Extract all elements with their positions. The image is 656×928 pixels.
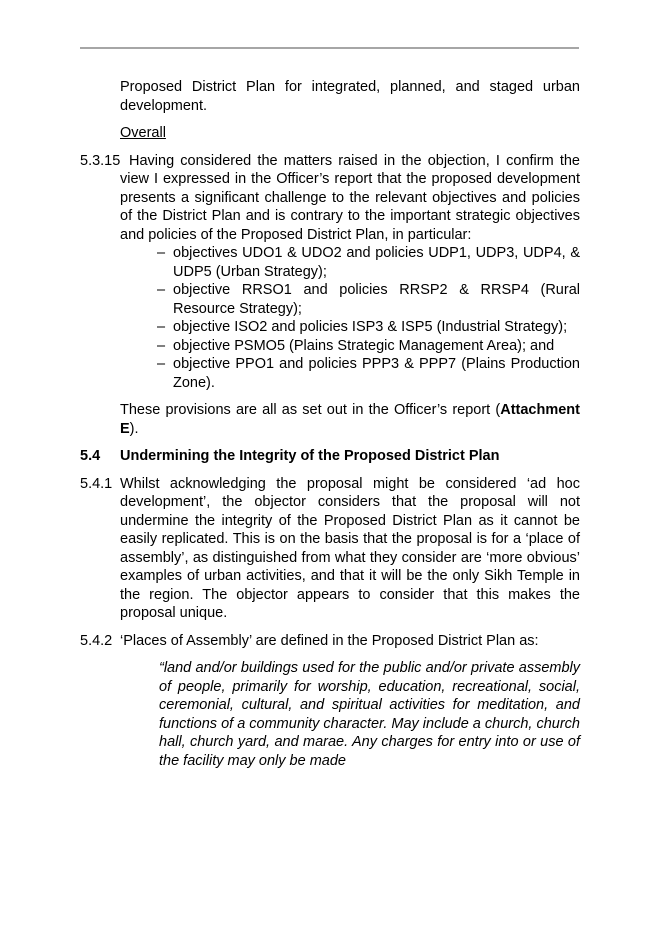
list-item: – objective RRSO1 and policies RRSP2 & RRSP4 (Rural Resource Strategy); bbox=[157, 282, 580, 317]
section-heading-5-4 bbox=[80, 447, 580, 466]
section-number: 5.4 bbox=[80, 448, 101, 464]
list-item: – objective PSMO5 (Plains Strategic Management Area); and bbox=[157, 337, 555, 354]
list-item: – objective PPO1 and policies PPP3 & PPP7 (Plains Production Zone). bbox=[157, 356, 580, 391]
paragraph-number: 5.3.15 bbox=[80, 152, 121, 169]
overall-heading bbox=[120, 124, 580, 143]
paragraph-number: 5.4.2 bbox=[80, 632, 113, 649]
list-item: – objectives UDO1 & UDO2 and policies UDP1, UDP3, UDP4, & UDP5 (Urban Strategy); bbox=[157, 245, 580, 280]
dash-bullet: – bbox=[157, 356, 166, 372]
section-title: Undermining the Integrity of the Proposed District Plan bbox=[120, 448, 500, 464]
overall-heading-text: Overall bbox=[120, 125, 166, 141]
list-item: – objective ISO2 and policies ISP3 & ISP5 (Industrial Strategy); bbox=[157, 319, 568, 335]
dash-bullet: – bbox=[157, 282, 166, 298]
dash-bullet: – bbox=[157, 319, 166, 335]
closing-statement: These provisions are all as set out in the Officer’s report (Attachment E). bbox=[120, 402, 580, 437]
paragraph-5-4-1 bbox=[80, 475, 580, 623]
dash-bullet: – bbox=[157, 337, 166, 354]
paragraph-number: 5.4.1 bbox=[80, 475, 113, 492]
attachment-reference: Attachment E bbox=[120, 402, 580, 437]
definition-quote: “land and/or buildings used for the public and/or private assembly of people, primarily for worship, education, recreational, social, ceremonial, cultural, and spiritual activities for meditation, and functions of a community character. May include a church, church hall, church yard, and marae. Any charges for entry into or use of the facility may only be made bbox=[159, 660, 580, 769]
dash-bullet: – bbox=[157, 245, 166, 261]
paragraph-5-3-15 bbox=[80, 152, 580, 245]
header-rule bbox=[80, 47, 579, 49]
paragraph-text: ‘Places of Assembly’ are defined in the Proposed District Plan as: bbox=[120, 632, 539, 649]
policy-list bbox=[157, 244, 580, 392]
intro-continuation: Proposed District Plan for integrated, planned, and staged urban development. bbox=[120, 79, 580, 114]
paragraph-5-4-2 bbox=[80, 632, 580, 651]
paragraph-text: Having considered the matters raised in the objection, I confirm the view I expressed in the Officer’s report that the proposed development presents a significant challenge to the relevant objectives and policies of the District Plan and is contrary to the important strategic objectives and policies of the Proposed District Plan, in particular: bbox=[120, 152, 580, 243]
document-page bbox=[80, 78, 580, 770]
paragraph-text: Whilst acknowledging the proposal might be considered ‘ad hoc development’, the objector considers that the proposal will not undermine the integrity of the Proposed District Plan as it cannot be easily replicated. This is on the basis that the proposal is for a ‘place of assembly’, as distinguished from what they consider are ‘more obvious’ examples of urban activities, and that it will be the only Sikh Temple in the region. The objector appears to consider that this makes the proposal unique. bbox=[120, 475, 580, 621]
